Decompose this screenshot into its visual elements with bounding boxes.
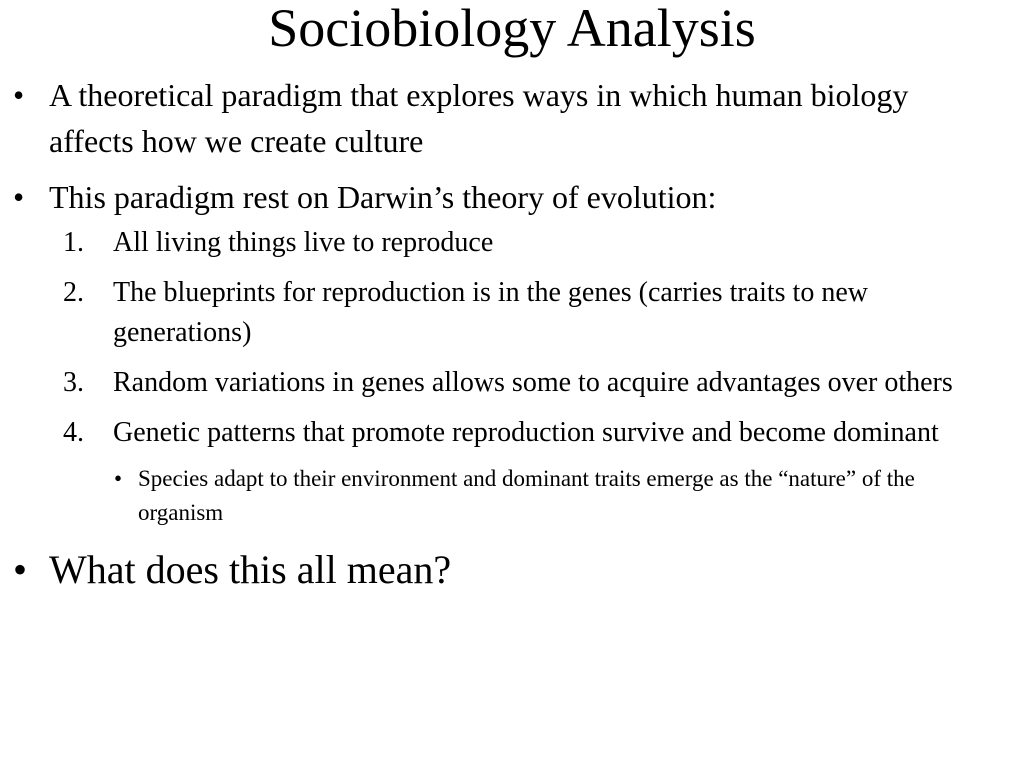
numbered-item-2-text: The blueprints for reproduction is in the genes (carries traits to new generations)	[113, 277, 868, 348]
bullet-point-1-text: A theoretical paradigm that explores ways in which human biology affects how we create culture	[49, 77, 909, 159]
bullet-point-final	[0, 544, 1024, 596]
numbered-item-2-number: 2.	[63, 277, 84, 308]
bullet-point-2	[0, 174, 1024, 220]
bullet-glyph: •	[114, 466, 123, 491]
numbered-item-1-number: 1.	[63, 227, 84, 258]
slide-body	[0, 72, 1024, 596]
numbered-item-3-text: Random variations in genes allows some to acquire advantages over others	[113, 367, 953, 398]
slide-title: Sociobiology Analysis	[268, 0, 756, 58]
numbered-item-4-number: 4.	[63, 417, 84, 448]
bullet-glyph: •	[13, 547, 28, 592]
bullet-point-1	[0, 72, 1024, 164]
bullet-point-final-text: What does this all mean?	[49, 547, 452, 592]
sub-bullet-point	[0, 462, 1024, 530]
numbered-item-4-text: Genetic patterns that promote reproduction survive and become dominant	[113, 417, 939, 448]
bullet-glyph: •	[13, 179, 25, 215]
numbered-item-3-number: 3.	[63, 367, 84, 398]
numbered-item-3	[0, 363, 1024, 403]
numbered-item-1-text: All living things live to reproduce	[113, 227, 494, 258]
numbered-item-1	[0, 223, 1024, 263]
numbered-item-2	[0, 273, 1024, 353]
sub-bullet-point-text: Species adapt to their environment and dominant traits emerge as the “nature” of the organism	[138, 466, 915, 525]
bullet-glyph: •	[13, 77, 25, 113]
bullet-point-2-text: This paradigm rest on Darwin’s theory of evolution:	[49, 179, 717, 215]
numbered-item-4	[0, 413, 1024, 453]
